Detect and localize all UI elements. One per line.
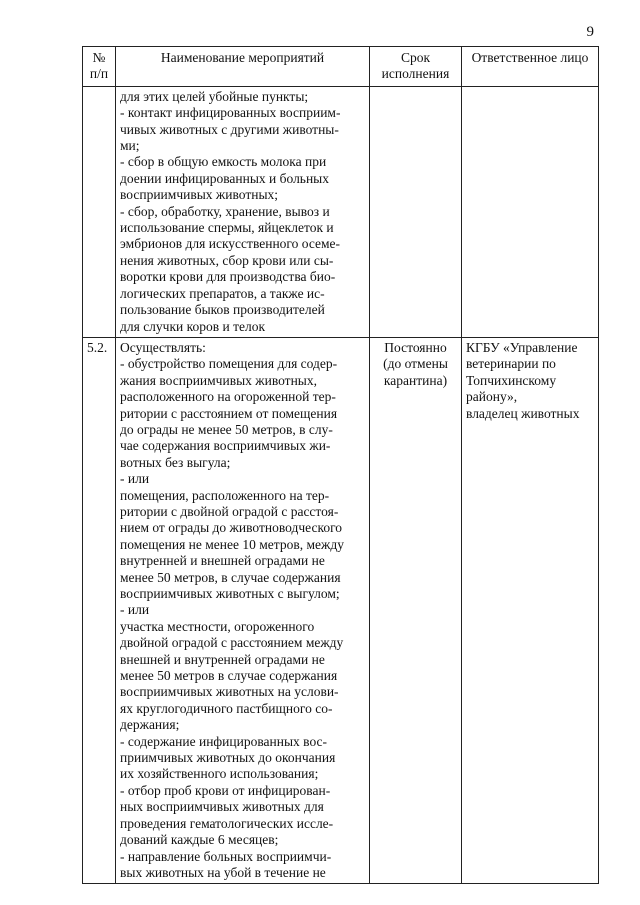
text-line: ях круглогодичного пастбищного со- bbox=[120, 700, 333, 716]
cell-term bbox=[370, 86, 462, 337]
text-line: району», bbox=[466, 389, 518, 405]
text-line: Постоянно bbox=[384, 339, 447, 355]
header-name: Наименование мероприятий bbox=[116, 47, 370, 87]
text-line: доении инфицированных и больных bbox=[120, 170, 330, 186]
text-line: жания восприимчивых животных, bbox=[120, 372, 317, 388]
text-line: помещения, расположенного на тер- bbox=[120, 487, 330, 503]
text-line: менее 50 метров в случае содержания bbox=[120, 668, 338, 684]
text-line: до ограды не менее 50 метров, в слу- bbox=[120, 421, 333, 437]
text-line: внутренней и внешней оградами не bbox=[120, 553, 325, 569]
cell-num bbox=[83, 86, 116, 337]
text-line: вотных без выгула; bbox=[120, 454, 231, 470]
text-line: логических препаратов, а также ис- bbox=[120, 285, 325, 301]
text-line: вых животных на убой в течение не bbox=[120, 864, 326, 880]
header-responsible: Ответственное лицо bbox=[462, 47, 599, 87]
text-line: - или bbox=[120, 471, 150, 487]
text-line: двойной оградой с расстоянием между bbox=[120, 635, 344, 651]
text-line: карантина) bbox=[383, 372, 448, 388]
text-line: чивых животных с другими животны- bbox=[120, 121, 339, 137]
text-line: приимчивых животных до окончания bbox=[120, 750, 336, 766]
text-line: - содержание инфицированных вос- bbox=[120, 733, 328, 749]
text-line: их хозяйственного использования; bbox=[120, 766, 319, 782]
cell-term bbox=[370, 337, 462, 883]
text-line: участка местности, огороженного bbox=[120, 618, 315, 634]
measures-table bbox=[82, 46, 599, 884]
text-line: чае содержания восприимчивых жи- bbox=[120, 438, 331, 454]
text-line: (до отмены bbox=[383, 356, 448, 372]
text-line: - обустройство помещения для содер- bbox=[120, 356, 338, 372]
text-line: для этих целей убойные пункты; bbox=[120, 88, 309, 104]
cell-responsible bbox=[462, 86, 599, 337]
table-row-continued bbox=[83, 86, 599, 337]
cell-measures bbox=[116, 337, 370, 883]
text-line: нения животных, сбор крови или сы- bbox=[120, 252, 334, 268]
text-line: восприимчивых животных; bbox=[120, 187, 279, 203]
cell-responsible bbox=[462, 337, 599, 883]
text-line: нием от ограды до животноводческого bbox=[120, 520, 343, 536]
text-line: внешней и внутренней оградами не bbox=[120, 651, 325, 667]
page-number: 9 bbox=[586, 24, 594, 40]
text-line: проведения гематологических иссле- bbox=[120, 815, 334, 831]
text-line: дований каждые 6 месяцев; bbox=[120, 832, 279, 848]
text-line: восприимчивых животных с выгулом; bbox=[120, 586, 340, 601]
text-line: ритории с двойной оградой с расстоя- bbox=[120, 503, 339, 519]
text-line: - контакт инфицированных восприим- bbox=[120, 105, 341, 121]
table-row-5-2 bbox=[83, 337, 599, 883]
text-line: ных восприимчивых животных для bbox=[120, 799, 324, 815]
text-line: владелец животных bbox=[466, 405, 580, 421]
text-line: Топчихинскому bbox=[466, 372, 557, 388]
text-line: - направление больных восприимчи- bbox=[120, 848, 332, 864]
text-line: ветеринарии по bbox=[466, 356, 556, 372]
text-line: для случки коров и телок bbox=[120, 318, 266, 334]
cell-measures bbox=[116, 86, 370, 337]
text-line: держания; bbox=[120, 717, 180, 733]
text-line: ми; bbox=[120, 138, 140, 154]
table-header-row bbox=[83, 47, 599, 87]
text-line: пользование быков производителей bbox=[120, 302, 325, 318]
text-line: ритории с расстоянием от помещения bbox=[120, 405, 338, 421]
text-line: - сбор, обработку, хранение, вывоз и bbox=[120, 203, 330, 219]
text-line: воротки крови для производства био- bbox=[120, 269, 336, 285]
text-line: Осуществлять: bbox=[120, 339, 206, 355]
header-term: Срок исполнения bbox=[370, 47, 462, 87]
text-line: - отбор проб крови от инфицирован- bbox=[120, 782, 331, 798]
text-line: помещения не менее 10 метров, между bbox=[120, 536, 344, 552]
text-line: эмбрионов для искусственного осеме- bbox=[120, 236, 341, 252]
text-line: - или bbox=[120, 602, 150, 618]
text-line: КГБУ «Управление bbox=[466, 339, 578, 355]
text-line: восприимчивых животных на услови- bbox=[120, 684, 339, 700]
text-line: расположенного на огороженной тер- bbox=[120, 389, 336, 405]
text-line: менее 50 метров, в случае содержания bbox=[120, 569, 341, 585]
header-num: № п/п bbox=[83, 47, 116, 87]
cell-num: 5.2. bbox=[83, 337, 116, 883]
text-line: использование спермы, яйцеклеток и bbox=[120, 220, 334, 236]
text-line: - сбор в общую емкость молока при bbox=[120, 154, 327, 170]
